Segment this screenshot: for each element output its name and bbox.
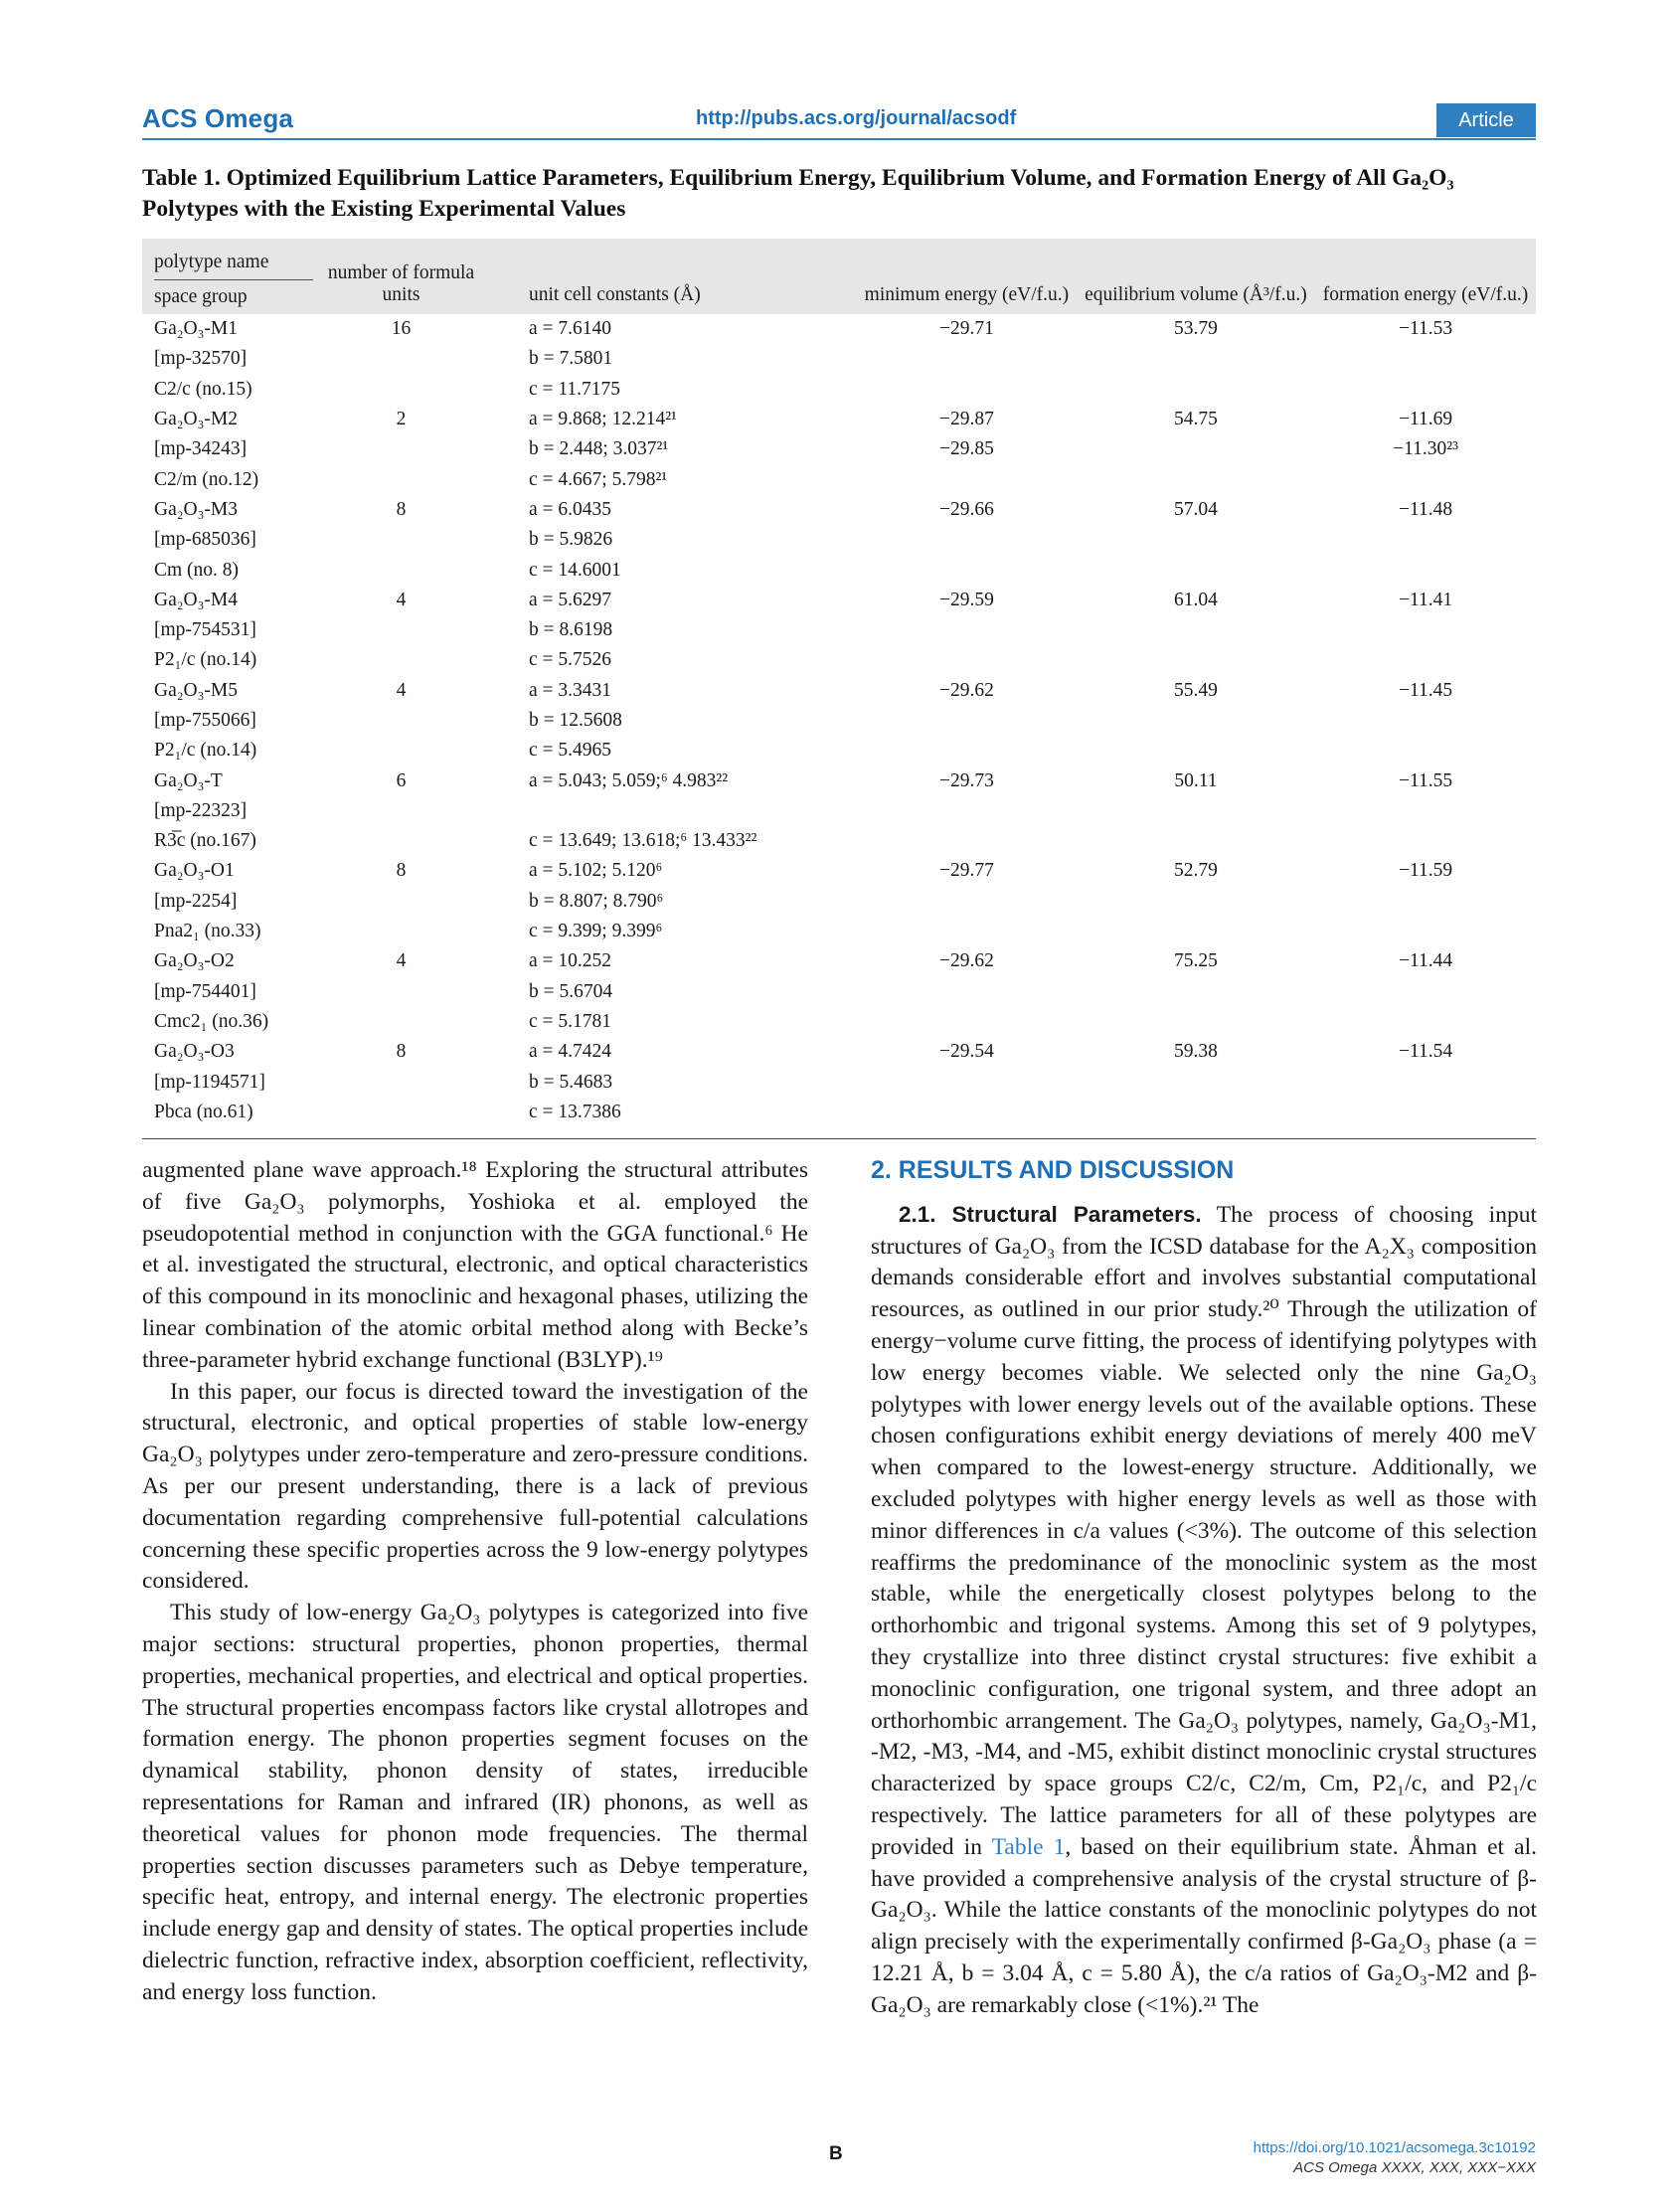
unit-cell-constant: c = 4.667; 5.798²¹ — [529, 468, 668, 490]
equilibrium-volume-cell — [1077, 434, 1315, 464]
equilibrium-volume-cell — [1077, 796, 1315, 826]
polytype-cell: C2/m (no.12) — [154, 468, 259, 490]
table-row — [142, 946, 1536, 976]
polytype-cell: Pna2₁ (no.33) — [154, 921, 261, 942]
unit-cell-constant: b = 12.5608 — [529, 710, 622, 731]
minimum-energy-cell: −29.66 — [938, 498, 994, 520]
paragraph-text: The process of choosing input structures of Ga₂O₃ from the ICSD database for the A₂X₃ composition demands considerable effort and involves substantial computational resources, as outlined in our prior study.²⁰ Through the utilization of energy−volume curve fitting, the process of identifying polytypes with low energy becomes viable. We selected only the nine Ga₂O₃ polytypes with lower energy levels out of the available options. These chosen configurations exhibit energy deviations of merely 400 meV when compared to the lowest-energy structure. Additionally, we excluded polytypes with higher energy levels as well as those with minor differences in c/a values (<3%). The outcome of this selection reaffirms the predominance of the monoclinic system as the most stable, while the energetically closest polytypes belong to the orthorhombic and trigonal systems. Among this set of 9 polytypes, they crystallize into three distinct crystal structures: five exhibit a monoclinic configuration, one trigonal system, and three adopt an orthorhombic arrangement. The Ga₂O₃ polytypes, namely, Ga₂O₃-M1, -M2, -M3, -M4, and -M5, exhibit distinct monoclinic crystal structures characterized by space groups C2/c, C2/m, Cm, P2₁/c, and P2₁/c respectively. The lattice parameters for all of these polytypes are provided in — [871, 1201, 1537, 1860]
formation-energy-cell: −11.44 — [1398, 950, 1453, 972]
unit-cell-constant: a = 3.3431 — [529, 679, 612, 701]
formation-energy-cell — [1315, 375, 1536, 405]
unit-cell-constant: a = 4.7424 — [529, 1041, 612, 1063]
minimum-energy-cell — [857, 796, 1077, 826]
paragraph — [871, 1199, 1537, 2022]
equilibrium-volume-cell — [1077, 736, 1315, 766]
unit-cell-constant: a = 7.6140 — [529, 318, 612, 340]
unit-cell-constant: c = 5.1781 — [529, 1010, 612, 1032]
table-row — [142, 495, 1536, 525]
formula-units-cell: 2 — [396, 409, 407, 430]
formula-units-cell — [313, 1007, 489, 1037]
formula-units-cell: 4 — [396, 950, 407, 972]
formation-energy-cell: −11.41 — [1398, 589, 1453, 610]
formula-units-cell — [313, 344, 489, 374]
minimum-energy-cell — [857, 887, 1077, 917]
header-unit-cell: unit cell constants (Å) — [489, 239, 857, 314]
table-row — [142, 917, 1536, 946]
formula-units-cell — [313, 1098, 489, 1127]
table-row — [142, 1007, 1536, 1037]
unit-cell-constant: b = 8.6198 — [529, 619, 613, 641]
page-number: B — [829, 2143, 843, 2164]
journal-url-link[interactable]: http://pubs.acs.org/journal/acsodf — [696, 107, 1017, 129]
formula-units-cell — [313, 796, 489, 826]
formation-energy-cell: −11.54 — [1398, 1041, 1453, 1063]
equilibrium-volume-cell: 50.11 — [1174, 769, 1218, 791]
formula-units-cell — [313, 464, 489, 494]
polytype-cell: [mp-1194571] — [154, 1071, 265, 1093]
table-row — [142, 525, 1536, 555]
minimum-energy-cell — [857, 706, 1077, 736]
formula-units-cell — [313, 887, 489, 917]
polytype-cell: [mp-685036] — [154, 529, 256, 551]
unit-cell-constant: c = 5.4965 — [529, 740, 612, 762]
formation-energy-cell — [1315, 977, 1536, 1007]
formation-energy-cell: −11.69 — [1398, 409, 1453, 430]
unit-cell-constant: c = 5.7526 — [529, 649, 612, 671]
formation-energy-cell — [1315, 344, 1536, 374]
formula-units-cell — [313, 434, 489, 464]
minimum-energy-cell: −29.85 — [938, 438, 994, 460]
polytype-cell: Ga₂O₃-M1 — [154, 318, 238, 340]
polytype-cell: [mp-34243] — [154, 438, 248, 460]
formation-energy-cell — [1315, 615, 1536, 645]
minimum-energy-cell — [857, 525, 1077, 555]
table-row — [142, 977, 1536, 1007]
formation-energy-cell: −11.53 — [1398, 318, 1453, 340]
unit-cell-constant: c = 14.6001 — [529, 559, 621, 581]
table-row — [142, 706, 1536, 736]
unit-cell-constant: c = 9.399; 9.399⁶ — [529, 921, 663, 942]
table-reference-link[interactable]: Table 1 — [991, 1833, 1066, 1860]
unit-cell-constant: a = 5.6297 — [529, 589, 612, 610]
formation-energy-cell — [1315, 887, 1536, 917]
equilibrium-volume-cell: 57.04 — [1173, 498, 1218, 520]
minimum-energy-cell: −29.87 — [938, 409, 994, 430]
minimum-energy-cell — [857, 464, 1077, 494]
formation-energy-cell — [1315, 464, 1536, 494]
formula-units-cell — [313, 977, 489, 1007]
minimum-energy-cell — [857, 645, 1077, 675]
unit-cell-constant — [489, 796, 857, 826]
doi-link[interactable]: https://doi.org/10.1021/acsomega.3c10192 — [1253, 2139, 1536, 2156]
equilibrium-volume-cell — [1077, 1098, 1315, 1127]
equilibrium-volume-cell — [1077, 977, 1315, 1007]
table-row — [142, 1067, 1536, 1097]
equilibrium-volume-cell — [1077, 375, 1315, 405]
polytype-cell: [mp-22323] — [154, 799, 248, 821]
unit-cell-constant: a = 10.252 — [529, 950, 612, 972]
table-row — [142, 736, 1536, 766]
header-polytype-group — [142, 239, 313, 314]
equilibrium-volume-cell — [1077, 464, 1315, 494]
equilibrium-volume-cell — [1077, 826, 1315, 856]
equilibrium-volume-cell — [1077, 525, 1315, 555]
polytype-cell: [mp-755066] — [154, 710, 256, 731]
unit-cell-constant: b = 5.6704 — [529, 980, 613, 1002]
formula-units-cell — [313, 525, 489, 555]
formula-units-cell — [313, 736, 489, 766]
polytype-cell: Cm (no. 8) — [154, 559, 240, 581]
minimum-energy-cell — [857, 917, 1077, 946]
table-row — [142, 1098, 1536, 1127]
unit-cell-constant: a = 5.043; 5.059;⁶ 4.983²² — [529, 769, 729, 791]
unit-cell-constant: b = 2.448; 3.037²¹ — [529, 438, 669, 460]
equilibrium-volume-cell — [1077, 645, 1315, 675]
paragraph: augmented plane wave approach.¹⁸ Exploring the structural attributes of five Ga₂O₃ polymorphs, Yoshioka et al. employed the pseudopotential method in conjunction with the GGA functional.⁶ He et al. investigated the structural, electronic, and optical characteristics of this compound in its monoclinic and hexagonal phases, utilizing the linear combination of the atomic orbital method along with Becke’s three-parameter hybrid exchange functional (B3LYP).¹⁹ — [142, 1157, 808, 1373]
polytype-cell: [mp-32570] — [154, 348, 248, 370]
table-row — [142, 434, 1536, 464]
equilibrium-volume-cell: 53.79 — [1173, 318, 1218, 340]
polytype-cell: Ga₂O₃-M4 — [154, 589, 238, 610]
equilibrium-volume-cell — [1077, 615, 1315, 645]
formula-units-cell — [313, 1067, 489, 1097]
unit-cell-constant: b = 5.4683 — [529, 1071, 613, 1093]
table-row — [142, 645, 1536, 675]
table-bottom-rule — [142, 1138, 1536, 1139]
equilibrium-volume-cell — [1077, 555, 1315, 585]
minimum-energy-cell: −29.77 — [938, 860, 994, 882]
table-row — [142, 796, 1536, 826]
equilibrium-volume-cell: 55.49 — [1173, 679, 1218, 701]
minimum-energy-cell — [857, 977, 1077, 1007]
polytype-cell: [mp-754401] — [154, 980, 256, 1002]
formation-energy-cell: −11.48 — [1398, 498, 1453, 520]
table-row — [142, 766, 1536, 795]
formula-units-cell: 8 — [396, 498, 407, 520]
polytype-cell: Ga₂O₃-T — [154, 769, 223, 791]
formula-units-cell — [313, 917, 489, 946]
equilibrium-volume-cell — [1077, 706, 1315, 736]
polytype-cell: P2₁/c (no.14) — [154, 740, 257, 762]
header-space-group: space group — [154, 286, 248, 307]
paragraph: This study of low-energy Ga₂O₃ polytypes is categorized into five major sections: structural properties, phonon properties, thermal properties, mechanical properties, and electrical and optical properties. The structural properties encompass factors like crystal allotropes and formation energy. The phonon properties segment focuses on the dynamical stability, phonon density of states, irreducible representations for Raman and infrared (IR) phonons, as well as theoretical values for phonon mode frequencies. The thermal properties section discusses parameters such as Debye temperature, specific heat, entropy, and internal energy. The electronic properties include energy gap and density of states. The optical properties include dielectric function, refractive index, absorption coefficient, reflectivity, and energy loss function. — [142, 1600, 808, 2005]
polytype-cell: Ga₂O₃-M3 — [154, 498, 238, 520]
minimum-energy-cell — [857, 1007, 1077, 1037]
polytype-cell: C2/c (no.15) — [154, 378, 252, 400]
formula-units-cell — [313, 826, 489, 856]
formula-units-cell: 4 — [396, 679, 407, 701]
table-row — [142, 676, 1536, 706]
minimum-energy-cell — [857, 375, 1077, 405]
polytype-cell: Ga₂O₃-O2 — [154, 950, 235, 972]
header-formula-units: number of formula units — [313, 239, 489, 314]
equilibrium-volume-cell: 54.75 — [1173, 409, 1218, 430]
article-type-badge: Article — [1436, 103, 1536, 137]
polytype-cell: Cmc2₁ (no.36) — [154, 1010, 269, 1032]
polytype-cell: Pbca (no.61) — [154, 1101, 253, 1122]
formula-units-cell: 8 — [396, 860, 407, 882]
minimum-energy-cell — [857, 1098, 1077, 1127]
polytype-cell: Ga₂O₃-O1 — [154, 860, 235, 882]
formula-units-cell — [313, 555, 489, 585]
minimum-energy-cell — [857, 555, 1077, 585]
table-row — [142, 375, 1536, 405]
polytype-cell: [mp-754531] — [154, 619, 256, 641]
header-equilibrium-volume: equilibrium volume (Å³/f.u.) — [1077, 239, 1315, 314]
header-formation-energy: formation energy (eV/f.u.) — [1315, 239, 1536, 314]
table-row — [142, 405, 1536, 434]
formation-energy-cell — [1315, 736, 1536, 766]
header-minimum-energy: minimum energy (eV/f.u.) — [857, 239, 1077, 314]
right-text-column — [871, 1155, 1537, 2022]
formation-energy-cell — [1315, 1098, 1536, 1127]
formation-energy-cell: −11.30²³ — [1393, 438, 1458, 460]
equilibrium-volume-cell: 59.38 — [1173, 1041, 1218, 1063]
equilibrium-volume-cell — [1077, 344, 1315, 374]
unit-cell-constant: a = 6.0435 — [529, 498, 612, 520]
table-caption: Table 1. Optimized Equilibrium Lattice Parameters, Equilibrium Energy, Equilibrium Volume, and Formation Energy of All Ga₂O₃ Polytypes with the Existing Experimental Values — [142, 165, 1454, 222]
table-row — [142, 344, 1536, 374]
formula-units-cell — [313, 706, 489, 736]
polytype-cell: [mp-2254] — [154, 890, 238, 912]
formation-energy-cell — [1315, 796, 1536, 826]
unit-cell-constant: b = 5.9826 — [529, 529, 613, 551]
formula-units-cell — [313, 645, 489, 675]
minimum-energy-cell: −29.62 — [938, 679, 994, 701]
header-rule — [142, 138, 1536, 140]
table-row — [142, 555, 1536, 585]
equilibrium-volume-cell — [1077, 1007, 1315, 1037]
polytype-cell: Ga₂O₃-M2 — [154, 409, 238, 430]
formula-units-cell: 16 — [391, 318, 412, 340]
minimum-energy-cell — [857, 736, 1077, 766]
header-polytype-name: polytype name — [154, 248, 313, 280]
equilibrium-volume-cell — [1077, 1067, 1315, 1097]
minimum-energy-cell — [857, 344, 1077, 374]
unit-cell-constant: c = 11.7175 — [529, 378, 621, 400]
minimum-energy-cell — [857, 826, 1077, 856]
paragraph: In this paper, our focus is directed toward the investigation of the structural, electronic, and optical properties of stable low-energy Ga₂O₃ polytypes under zero-temperature and zero-pressure conditions. As per our present understanding, there is a lack of previous documentation regarding comprehensive full-potential calculations concerning these specific properties across the 9 low-energy polytypes considered. — [142, 1378, 808, 1595]
formula-units-cell — [313, 615, 489, 645]
table-row — [142, 464, 1536, 494]
formation-energy-cell: −11.55 — [1398, 769, 1453, 791]
equilibrium-volume-cell: 75.25 — [1173, 950, 1218, 972]
polytype-cell: Ga₂O₃-M5 — [154, 679, 238, 701]
left-text-column — [142, 1155, 808, 2009]
table-row — [142, 887, 1536, 917]
formation-energy-cell — [1315, 1007, 1536, 1037]
journal-citation: ACS Omega XXXX, XXX, XXX−XXX — [1293, 2159, 1536, 2176]
equilibrium-volume-cell — [1077, 887, 1315, 917]
equilibrium-volume-cell: 61.04 — [1173, 589, 1218, 610]
formation-energy-cell — [1315, 706, 1536, 736]
formation-energy-cell — [1315, 555, 1536, 585]
polytype-cell: Ga₂O₃-O3 — [154, 1041, 235, 1063]
formation-energy-cell: −11.59 — [1398, 860, 1453, 882]
minimum-energy-cell — [857, 615, 1077, 645]
formation-energy-cell — [1315, 645, 1536, 675]
journal-name: ACS Omega — [142, 103, 294, 133]
formation-energy-cell: −11.45 — [1398, 679, 1453, 701]
formula-units-cell: 4 — [396, 589, 407, 610]
minimum-energy-cell: −29.62 — [938, 950, 994, 972]
minimum-energy-cell: −29.73 — [938, 769, 994, 791]
equilibrium-volume-cell — [1077, 917, 1315, 946]
table-row — [142, 856, 1536, 886]
minimum-energy-cell — [857, 1067, 1077, 1097]
table-row — [142, 586, 1536, 615]
section-heading: 2. RESULTS AND DISCUSSION — [871, 1156, 1235, 1184]
formation-energy-cell — [1315, 1067, 1536, 1097]
minimum-energy-cell: −29.71 — [938, 318, 994, 340]
formula-units-cell: 8 — [396, 1041, 407, 1063]
minimum-energy-cell: −29.59 — [938, 589, 994, 610]
paragraph-text: , based on their equilibrium state. Åhman et al. have provided a comprehensive analysis of the crystal structure of β-Ga₂O₃. While the lattice constants of the monoclinic polytypes do not align precisely with the experimentally confirmed β-Ga₂O₃ phase (a = 12.21 Å, b = 3.04 Å, c = 5.80 Å), the c/a ratios of Ga₂O₃-M2 and β-Ga₂O₃ are remarkably close (<1%).²¹ The — [871, 1833, 1538, 2018]
unit-cell-constant: b = 7.5801 — [529, 348, 613, 370]
formula-units-cell: 6 — [396, 769, 407, 791]
subsection-heading: 2.1. Structural Parameters. — [899, 1201, 1202, 1227]
polytype-cell: R3̅c (no.167) — [154, 830, 256, 852]
unit-cell-constant: a = 9.868; 12.214²¹ — [529, 409, 677, 430]
minimum-energy-cell: −29.54 — [938, 1041, 994, 1063]
equilibrium-volume-cell: 52.79 — [1173, 860, 1218, 882]
formula-units-cell — [313, 375, 489, 405]
unit-cell-constant: c = 13.7386 — [529, 1101, 621, 1122]
lattice-parameter-table — [142, 239, 1536, 1127]
unit-cell-constant: c = 13.649; 13.618;⁶ 13.433²² — [529, 830, 757, 852]
unit-cell-constant: b = 8.807; 8.790⁶ — [529, 890, 664, 912]
table-row — [142, 826, 1536, 856]
formation-energy-cell — [1315, 917, 1536, 946]
table-row — [142, 1037, 1536, 1067]
formation-energy-cell — [1315, 525, 1536, 555]
formation-energy-cell — [1315, 826, 1536, 856]
unit-cell-constant: a = 5.102; 5.120⁶ — [529, 860, 663, 882]
polytype-cell: P2₁/c (no.14) — [154, 649, 257, 671]
table-row — [142, 314, 1536, 344]
table-row — [142, 615, 1536, 645]
